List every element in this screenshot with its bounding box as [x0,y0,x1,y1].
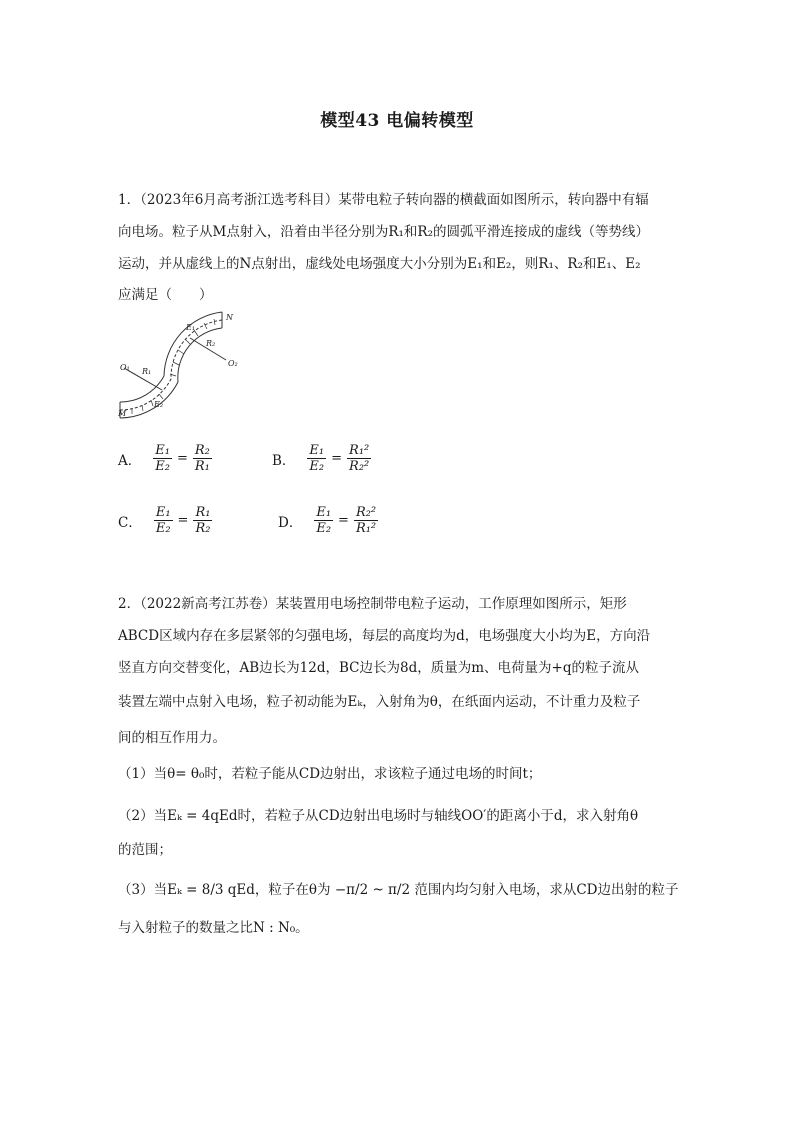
q2-part-3-cont: 与入射粒子的数量之比N : N₀。 [118,920,309,936]
option-d-rhs-num: R₂² [355,505,377,520]
q2-part-3: （3）当Eₖ = 8/3 qEd，粒子在θ为 −π/2 ~ π/2 范围内均匀射入电场，求从CD边出射的粒子 [118,882,679,898]
option-b-lhs-num: E₁ [309,443,325,458]
label-r1: R₁ [142,367,152,376]
deflector-figure [118,310,248,422]
lower-arc-outer [120,382,178,418]
option-a-rhs-den: R₁ [194,459,210,474]
equipotential-dashed [120,320,222,410]
q1-line-1: 1．（2023年6月高考浙江选考科目）某带电粒子转向器的横截面如图所示，转向器中有辐 [118,192,649,208]
option-b[interactable]: B． $\frac{\text{E₁}}{\text{E₂}}$ = $\frac{\text{R₁²}}{\text{R₂²}}$ [272,443,370,474]
label-m: M [118,409,127,418]
q1-line-3: 运动，并从虚线上的N点射出，虚线处电场强度大小分别为E₁和E₂，则R₁、R₂和E₁、E₂ [118,256,641,272]
option-b-rhs-den: R₂² [349,459,370,474]
option-a-lhs-den: E₂ [155,459,170,474]
label-r2: R₂ [206,339,216,348]
upper-arc-inner [178,328,222,382]
option-c-label: C． [118,514,142,531]
q2-part-1: （1）当θ= θ₀时，若粒子能从CD边射出，求该粒子通过电场的时间t； [118,766,542,782]
label-e1: E₁ [186,323,196,332]
option-d-label: D． [278,514,303,531]
option-d-lhs-den: E₂ [316,521,332,536]
option-c-lhs-den: E₂ [155,521,171,536]
option-c[interactable]: C． $\frac{\text{E₁}}{\text{E₂}}$ = $\frac{\text{R₁}}{\text{R₂}}$ [118,505,211,536]
label-o2: O₂ [228,359,238,368]
label-e2: E₂ [154,400,164,409]
option-d[interactable]: D． $\frac{\text{E₁}}{\text{E₂}}$ = $\frac{\text{R₂²}}{\text{R₁²}}$ [278,505,377,536]
option-d-lhs-num: E₁ [316,505,332,520]
q2-line-4: 装置左端中点射入电场，粒子初动能为Eₖ，入射角为θ，在纸面内运动，不计重力及粒子 [118,694,641,710]
option-d-rhs-den: R₁² [355,521,377,536]
q2-part-2: （2）当Eₖ = 4qEd时，若粒子从CD边射出电场时与轴线OO′的距离小于d，求入射角θ [118,808,639,824]
option-c-rhs-den: R₂ [195,521,211,536]
option-a[interactable]: A． $\frac{\text{E₁}}{\text{E₂}}$ = $\frac{\text{R₂}}{\text{R₁}}$ [118,443,210,474]
option-b-label: B． [272,452,296,469]
q1-line-2: 向电场。粒子从M点射入，沿着由半径分别为R₁和R₂的圆弧平滑连接成的虚线（等势线） [118,224,649,240]
option-a-rhs-num: R₂ [194,443,210,458]
q2-line-5: 间的相互作用力。 [118,730,226,746]
q1-line-4: 应满足（ ） [118,287,213,303]
lower-arc-inner [120,376,164,402]
q2-line-2: ABCD区域内存在多层紧邻的匀强电场，每层的高度均为d，电场强度大小均为E，方向沿 [118,628,651,644]
option-c-lhs-num: E₁ [155,505,171,520]
option-a-lhs-num: E₁ [155,443,170,458]
option-a-label: A． [118,452,142,469]
q2-part-2-cont: 的范围； [118,842,172,858]
label-o1: O₁ [120,363,130,372]
q2-line-1: 2．（2022新高考江苏卷）某装置用电场控制带电粒子运动，工作原理如图所示，矩形 [118,596,627,612]
option-b-rhs-num: R₁² [349,443,370,458]
label-n: N [226,313,233,322]
option-c-rhs-num: R₁ [195,505,211,520]
option-b-lhs-den: E₂ [309,459,325,474]
page-title: 模型43 电偏转模型 [320,111,474,131]
q2-line-3: 竖直方向交替变化，AB边长为12d，BC边长为8d，质量为m、电荷量为+q的粒子流从 [118,660,639,676]
